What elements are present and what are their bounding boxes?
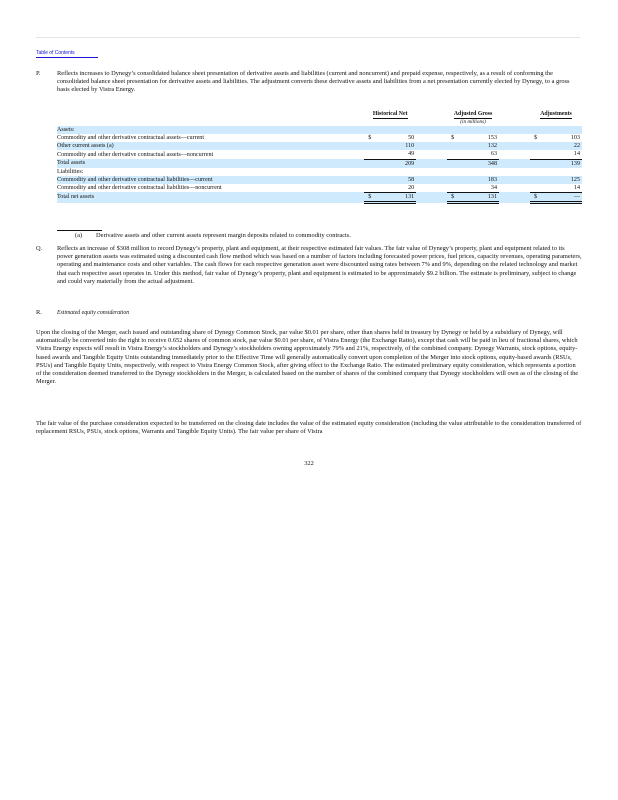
cell-spacer [355, 150, 364, 159]
table-row [57, 184, 582, 193]
cell-adjusted-gross: 183 [460, 176, 499, 184]
cell-adjustments: 103 [570, 135, 580, 142]
table-row [57, 168, 582, 176]
cell-spacer [416, 168, 447, 176]
dollar-sign [447, 168, 460, 176]
column-header-historical-net: Historical Net [372, 111, 408, 117]
dollar-sign [364, 150, 377, 159]
cell-spacer [499, 176, 530, 184]
cell-spacer [499, 150, 530, 159]
page-top-divider [36, 37, 580, 38]
cell-historical-net: 20 [377, 184, 416, 193]
table-row [57, 159, 582, 168]
column-header-adjusted-gross: Adjusted Gross [453, 111, 493, 117]
dollar-sign [530, 168, 543, 176]
dollar-sign [364, 184, 377, 193]
row-label: Commodity and other derivative contractual assets—noncurrent [57, 151, 214, 158]
dollar-sign: $ [447, 192, 460, 202]
derivative-adjustment-table [57, 110, 582, 204]
cell-spacer [416, 126, 447, 134]
dollar-sign [530, 150, 543, 159]
dollar-sign: $ [364, 192, 377, 202]
cell-adjustments [543, 126, 582, 134]
cell-historical-net: 50 [408, 135, 415, 142]
cell-spacer [416, 192, 447, 202]
table-row [57, 126, 582, 134]
dollar-sign [447, 142, 460, 150]
section-p-label: P. [36, 70, 41, 77]
cell-spacer [499, 159, 530, 168]
table-of-contents-link[interactable]: Table of Contents [36, 50, 75, 56]
dollar-sign: $ [530, 192, 543, 202]
section-p-text: Reflects increases to Dynegy’s consolidated balance sheet presentation of derivative assets and liabilities (current and noncurrent) and prepaid expense, respectively, as a result of conforming the consolidated balance sheet presentation for derivative assets and liabilities. The adjustment converts these derivative assets and liabilities from a net presentation currently elected by Dynegy, to a gross basis elected by Vistra Energy. [57, 70, 570, 94]
dollar-sign [364, 159, 377, 168]
table-row [57, 176, 582, 184]
table-row [57, 150, 582, 159]
dollar-sign: $ [533, 135, 537, 142]
dollar-sign [364, 168, 377, 176]
cell-spacer [499, 134, 530, 142]
row-label: Commodity and other derivative contractual liabilities—noncurrent [57, 185, 222, 192]
dollar-sign [530, 159, 543, 168]
row-label: Total net assets [57, 192, 355, 202]
cell-spacer [355, 176, 364, 184]
cell-spacer [416, 142, 447, 150]
equity-consideration-paragraph: Upon the closing of the Merger, each issued and outstanding share of Dynegy Common Stock, par value $0.01 per share, other than shares held in treasury by Dynegy or held by a subsidiary of Dynegy, will automatically be converted into the right to receive 0.652 shares of common stock, par value $0.01 per share, of Vistra Energy (the Exchange Ratio), except that cash will be paid in lieu of fractional shares, which Vistra Energy expects will result in Vistra Energy’s stockholders and Dynegy’s stockholders owning approximately 79% and 21%, respectively, of the combined company. Dynegy Warrants, stock options, equity-based awards and Tangible Equity Units outstanding immediately prior to the Effective Time will generally automatically convert upon completion of the Merger into stock options, equity-based awards (RSUs, PSUs) and Tangible Equity Units, respectively, with respect to Vistra Energy Common Stock, after giving effect to the Exchange Ratio. The estimated preliminary equity consideration, which represents a portion of the consideration deemed transferred to the Dynegy stockholders in the Merger, is calculated based on the number of shares of the combined company that Dynegy stockholders will own as of the closing of the Merger. [36, 329, 579, 386]
fair-value-paragraph: The fair value of the purchase consideration expected to be transferred on the closing date includes the value of the estimated equity consideration (including the value attributable to the consideration transferred of replacement RSUs, PSUs, stock options, Warrants and Tangible Equity Units). The fair value per share of Vistra [36, 420, 582, 436]
dollar-sign [530, 176, 543, 184]
cell-adjusted-gross [460, 168, 499, 176]
cell-adjustments: 139 [543, 159, 582, 168]
cell-adjustments: 14 [543, 184, 582, 193]
dollar-sign [447, 126, 460, 134]
table-row [57, 192, 582, 202]
cell-spacer [499, 168, 530, 176]
cell-spacer [499, 126, 530, 134]
footnote-divider [57, 230, 102, 231]
section-r-title: Estimated equity consideration [57, 310, 130, 316]
cell-adjustments [543, 168, 582, 176]
dollar-sign: $ [368, 135, 372, 142]
cell-historical-net: 58 [377, 176, 416, 184]
row-label: Commodity and other derivative contractual liabilities—current [57, 176, 355, 184]
dollar-sign: $ [451, 135, 455, 142]
dollar-sign [530, 142, 543, 150]
cell-historical-net: 131 [377, 192, 416, 202]
cell-historical-net [377, 126, 416, 134]
section-r-label: R. [36, 309, 42, 316]
dollar-sign [364, 126, 377, 134]
column-header-adjustments: Adjustments [540, 111, 572, 117]
cell-adjustments: 14 [543, 150, 582, 159]
row-label: Other current assets (a) [57, 142, 355, 150]
page-number: 322 [304, 460, 314, 467]
footnote-text: Derivative assets and other current assets represent margin deposits related to commodity contracts. [96, 232, 351, 239]
cell-historical-net [377, 168, 416, 176]
cell-adjustments: 125 [543, 176, 582, 184]
dollar-sign [447, 176, 460, 184]
dollar-sign [447, 159, 460, 168]
cell-adjusted-gross [460, 126, 499, 134]
cell-historical-net: 209 [377, 159, 416, 168]
cell-historical-net: 110 [377, 142, 416, 150]
row-label: Commodity and other derivative contractual assets—current [57, 135, 205, 142]
cell-spacer [416, 184, 447, 193]
row-label: Total assets [57, 159, 355, 168]
row-label: Liabilities: [57, 168, 84, 175]
table-row [57, 134, 582, 142]
dollar-sign [530, 126, 543, 134]
row-label: Assets: [57, 126, 355, 134]
table-unit-row [57, 118, 582, 126]
cell-adjusted-gross: 348 [460, 159, 499, 168]
cell-spacer [416, 176, 447, 184]
dollar-sign [364, 176, 377, 184]
table-header-row [57, 110, 582, 118]
dollar-sign [447, 150, 460, 159]
cell-adjusted-gross: 63 [460, 150, 499, 159]
cell-spacer [416, 150, 447, 159]
toc-link-underline [36, 57, 98, 58]
cell-spacer [499, 184, 530, 193]
cell-spacer [416, 159, 447, 168]
cell-spacer [355, 168, 364, 176]
cell-spacer [355, 142, 364, 150]
cell-adjustments: — [543, 192, 582, 202]
cell-spacer [355, 134, 364, 142]
cell-spacer [355, 192, 364, 202]
cell-spacer [499, 192, 530, 202]
cell-historical-net: 49 [377, 150, 416, 159]
cell-adjustments: 22 [543, 142, 582, 150]
cell-spacer [416, 134, 447, 142]
cell-adjusted-gross: 132 [460, 142, 499, 150]
table-row [57, 142, 582, 150]
unit-note: (in millions) [460, 119, 486, 126]
cell-spacer [355, 126, 364, 134]
section-q-label: Q. [36, 245, 43, 252]
dollar-sign [447, 184, 460, 193]
cell-spacer [355, 184, 364, 193]
footnote-label: (a) [75, 232, 83, 239]
cell-adjusted-gross: 153 [487, 135, 498, 142]
cell-spacer [355, 159, 364, 168]
cell-adjusted-gross: 34 [460, 184, 499, 193]
section-q-text: Reflects an increase of $308 million to record Dynegy’s property, plant and equipment, at their respective estimated fair values. The fair value of Dynegy’s property, plant and equipment related to its power generation assets was estimated using a discounted cash flow method which was based on a number of factors including forecasted power prices, fuel prices, capacity revenues, operating parameters, operating and maintenance costs and other variables. The cash flows for each respective generation asset were discounted using rates between 7% and 9%, depending on the related technology and market that each respective asset operates in. Under this method, fair value of Dynegy’s property, plant and equipment is estimated to be approximately $9.2 billion. The estimate is preliminary, subject to change and could vary materially from the actual adjustment. [57, 245, 582, 285]
cell-spacer [499, 142, 530, 150]
dollar-sign [364, 142, 377, 150]
dollar-sign [530, 184, 543, 193]
cell-adjusted-gross: 131 [460, 192, 499, 202]
